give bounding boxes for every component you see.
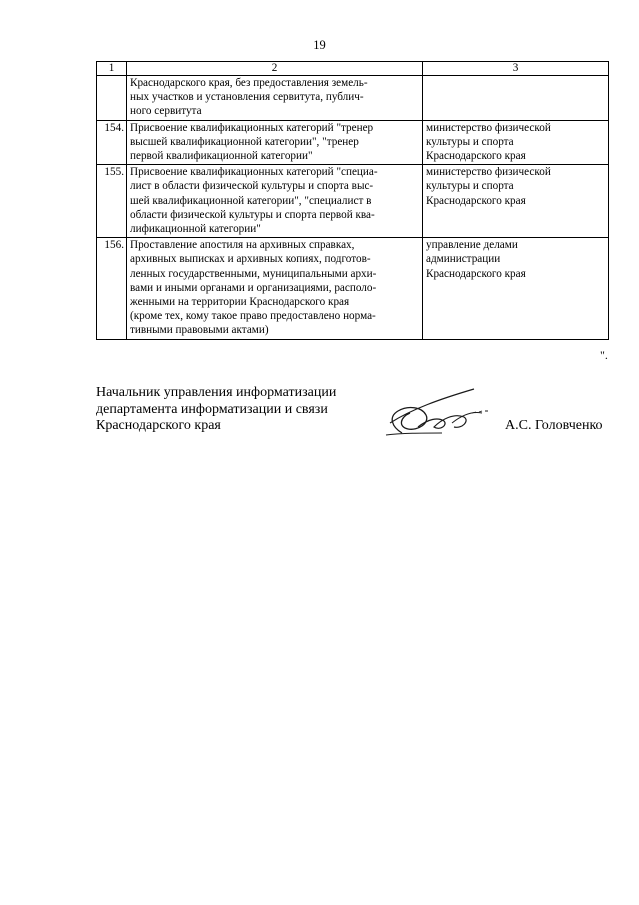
service-cell [127,76,423,121]
signer-title-line: Начальник управления информатизации [96,385,337,400]
service-line: области физической культуры и спорта первой ква- [130,208,375,221]
column-header-3: 3 [423,62,609,76]
row-number: 156. [97,238,127,339]
column-header-1: 1 [97,62,127,76]
table-row [97,165,609,238]
row-number: 155. [97,165,127,238]
service-cell [127,238,423,339]
service-line: архивных выписках и архивных копиях, подготов- [130,253,371,266]
service-line: (кроме тех, кому такое право предоставлено норма- [130,310,376,323]
service-line: высшей квалификационной категории", "тренер [130,135,359,148]
service-line: Присвоение квалификационных категорий "тренер [130,121,374,134]
table-row [97,120,609,165]
service-cell [127,165,423,238]
page-number: 19 [313,38,326,52]
authority-line: Краснодарского края [426,150,526,163]
authority-line: культуры и спорта [426,135,514,148]
authority-line: управление делами [426,239,518,252]
signer-title [96,385,336,435]
authority-line: администрации [426,253,501,266]
service-cell [127,120,423,165]
service-line: Проставление апостиля на архивных справках, [130,239,355,252]
service-line: лификационной категории" [130,223,261,236]
authority-line: министерство физической [426,166,551,179]
signer-title-line: Краснодарского края [96,418,221,433]
column-header-2: 2 [127,62,423,76]
authority-line: Краснодарского края [426,267,526,280]
authority-cell [423,76,609,121]
service-line: лист в области физической культуры и спорта выс- [130,180,374,193]
service-line: женными на территории Краснодарского края [130,296,350,309]
authority-line: культуры и спорта [426,180,514,193]
service-line: Краснодарского края, без предоставления земель- [130,77,368,89]
authority-cell [423,165,609,238]
service-line: Присвоение квалификационных категорий "специа- [130,166,378,179]
handwritten-signature [382,383,492,443]
service-line: тивными правовыми актами) [130,324,269,337]
table-header-row [97,62,609,76]
signer-title-line: департамента информатизации и связи [96,401,328,417]
authority-line: министерство физической [426,121,551,134]
service-line: вами и иными органами и организациями, располо- [130,281,377,294]
signer-name: А.С. Головченко [505,418,603,433]
service-line: первой квалификационной категории" [130,150,313,163]
table-row [97,76,609,121]
service-line: ных участков и установления сервитута, публич- [130,91,364,104]
service-line: ленных государственными, муниципальными архи- [130,267,377,280]
table-row [97,238,609,339]
authority-cell [423,238,609,339]
row-number [97,76,127,121]
service-line: шей квалификационной категории", "специалист в [130,194,372,207]
authority-line: Краснодарского края [426,194,526,207]
authority-cell [423,120,609,165]
row-number: 154. [97,120,127,165]
closing-quote: ". [600,348,608,362]
service-line: ного сервитута [130,105,202,118]
services-table [96,61,609,340]
